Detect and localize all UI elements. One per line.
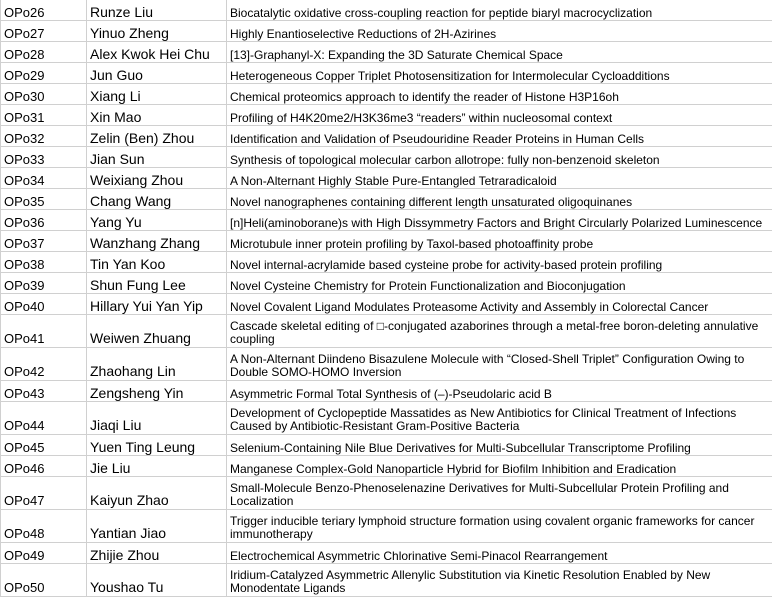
cell-presentation-id[interactable]: OPo46 <box>1 456 87 477</box>
cell-presentation-id[interactable]: OPo41 <box>1 315 87 348</box>
cell-presentation-title[interactable]: Selenium-Containing Nile Blue Derivatives for Multi-Subcellular Transcriptome Profiling <box>227 435 772 456</box>
table-row <box>1 510 772 543</box>
cell-presentation-id[interactable]: OPo28 <box>1 42 87 63</box>
table-row <box>1 564 772 597</box>
table-row <box>1 189 772 210</box>
cell-presentation-title[interactable]: Electrochemical Asymmetric Chlorinative Semi-Pinacol Rearrangement <box>227 543 772 564</box>
cell-presentation-id[interactable]: OPo34 <box>1 168 87 189</box>
table-row <box>1 543 772 564</box>
cell-presenter-name[interactable]: Shun Fung Lee <box>87 273 227 294</box>
table-row <box>1 210 772 231</box>
table-row <box>1 168 772 189</box>
cell-presentation-id[interactable]: OPo40 <box>1 294 87 315</box>
cell-presenter-name[interactable]: Zengsheng Yin <box>87 381 227 402</box>
cell-presentation-title[interactable]: Synthesis of topological molecular carbon allotrope: fully non-benzenoid skeleton <box>227 147 772 168</box>
cell-presenter-name[interactable]: Tin Yan Koo <box>87 252 227 273</box>
cell-presenter-name[interactable]: Xin Mao <box>87 105 227 126</box>
cell-presenter-name[interactable]: Chang Wang <box>87 189 227 210</box>
cell-presenter-name[interactable]: Yinuo Zheng <box>87 21 227 42</box>
cell-presentation-id[interactable]: OPo32 <box>1 126 87 147</box>
table-row <box>1 21 772 42</box>
table-row <box>1 0 772 21</box>
cell-presenter-name[interactable]: Kaiyun Zhao <box>87 477 227 510</box>
cell-presentation-id[interactable]: OPo44 <box>1 402 87 435</box>
cell-presentation-id[interactable]: OPo35 <box>1 189 87 210</box>
cell-presenter-name[interactable]: Youshao Tu <box>87 564 227 597</box>
table-row <box>1 63 772 84</box>
cell-presentation-title[interactable]: [13]-Graphanyl-X: Expanding the 3D Saturate Chemical Space <box>227 42 772 63</box>
cell-presenter-name[interactable]: Jun Guo <box>87 63 227 84</box>
table-row <box>1 381 772 402</box>
cell-presentation-title[interactable]: Microtubule inner protein profiling by Taxol-based photoaffinity probe <box>227 231 772 252</box>
cell-presenter-name[interactable]: Yang Yu <box>87 210 227 231</box>
cell-presentation-title[interactable]: Manganese Complex-Gold Nanoparticle Hybrid for Biofilm Inhibition and Eradication <box>227 456 772 477</box>
cell-presentation-title[interactable]: Asymmetric Formal Total Synthesis of (–)-Pseudolaric acid B <box>227 381 772 402</box>
cell-presenter-name[interactable]: Jiaqi Liu <box>87 402 227 435</box>
cell-presentation-title[interactable]: Novel Cysteine Chemistry for Protein Functionalization and Bioconjugation <box>227 273 772 294</box>
cell-presentation-title[interactable]: Small-Molecule Benzo-Phenoselenazine Derivatives for Multi-Subcellular Protein Profiling and Localization <box>227 477 772 510</box>
table-row <box>1 456 772 477</box>
table-row <box>1 231 772 252</box>
cell-presenter-name[interactable]: Wanzhang Zhang <box>87 231 227 252</box>
table-row <box>1 315 772 348</box>
cell-presentation-id[interactable]: OPo42 <box>1 348 87 381</box>
cell-presentation-id[interactable]: OPo29 <box>1 63 87 84</box>
cell-presentation-title[interactable]: Chemical proteomics approach to identify the reader of Histone H3P16oh <box>227 84 772 105</box>
cell-presenter-name[interactable]: Zhijie Zhou <box>87 543 227 564</box>
cell-presentation-title[interactable]: Novel internal-acrylamide based cysteine probe for activity-based protein profiling <box>227 252 772 273</box>
cell-presentation-id[interactable]: OPo39 <box>1 273 87 294</box>
cell-presenter-name[interactable]: Yantian Jiao <box>87 510 227 543</box>
cell-presenter-name[interactable]: Xiang Li <box>87 84 227 105</box>
cell-presentation-title[interactable]: Cascade skeletal editing of □-conjugated azaborines through a metal-free boron-deleting annulative coupling <box>227 315 772 348</box>
cell-presenter-name[interactable]: Jian Sun <box>87 147 227 168</box>
cell-presentation-title[interactable]: A Non-Alternant Highly Stable Pure-Entangled Tetraradicaloid <box>227 168 772 189</box>
table-row <box>1 42 772 63</box>
cell-presentation-title[interactable]: Novel Covalent Ligand Modulates Proteasome Activity and Assembly in Colorectal Cancer <box>227 294 772 315</box>
table-row <box>1 84 772 105</box>
cell-presentation-title[interactable]: A Non-Alternant Diindeno Bisazulene Molecule with “Closed-Shell Triplet” Configuration Owing to Double SOMO-HOMO Inversion <box>227 348 772 381</box>
cell-presentation-id[interactable]: OPo38 <box>1 252 87 273</box>
cell-presentation-title[interactable]: Novel nanographenes containing different length unsaturated oligoquinanes <box>227 189 772 210</box>
cell-presentation-id[interactable]: OPo48 <box>1 510 87 543</box>
cell-presentation-id[interactable]: OPo30 <box>1 84 87 105</box>
cell-presentation-id[interactable]: OPo31 <box>1 105 87 126</box>
table-row <box>1 294 772 315</box>
cell-presentation-title[interactable]: Trigger inducible teriary lymphoid structure formation using covalent organic frameworks for cancer immunotherapy <box>227 510 772 543</box>
table-row <box>1 105 772 126</box>
table-body <box>1 0 772 597</box>
cell-presenter-name[interactable]: Yuen Ting Leung <box>87 435 227 456</box>
cell-presentation-id[interactable]: OPo33 <box>1 147 87 168</box>
cell-presenter-name[interactable]: Jie Liu <box>87 456 227 477</box>
cell-presentation-title[interactable]: Biocatalytic oxidative cross-coupling reaction for peptide biaryl macrocyclization <box>227 0 772 21</box>
table-row <box>1 126 772 147</box>
cell-presenter-name[interactable]: Weiwen Zhuang <box>87 315 227 348</box>
cell-presentation-id[interactable]: OPo36 <box>1 210 87 231</box>
table-row <box>1 402 772 435</box>
cell-presentation-id[interactable]: OPo47 <box>1 477 87 510</box>
cell-presentation-id[interactable]: OPo27 <box>1 21 87 42</box>
cell-presentation-title[interactable]: Heterogeneous Copper Triplet Photosensitization for Intermolecular Cycloadditions <box>227 63 772 84</box>
cell-presentation-title[interactable]: Profiling of H4K20me2/H3K36me3 “readers” within nucleosomal context <box>227 105 772 126</box>
cell-presentation-title[interactable]: [n]Heli(aminoborane)s with High Dissymmetry Factors and Bright Circularly Polarized Luminescence <box>227 210 772 231</box>
cell-presenter-name[interactable]: Hillary Yui Yan Yip <box>87 294 227 315</box>
table-row <box>1 147 772 168</box>
cell-presenter-name[interactable]: Runze Liu <box>87 0 227 21</box>
cell-presentation-id[interactable]: OPo37 <box>1 231 87 252</box>
cell-presenter-name[interactable]: Alex Kwok Hei Chu <box>87 42 227 63</box>
cell-presentation-id[interactable]: OPo50 <box>1 564 87 597</box>
table-row <box>1 477 772 510</box>
cell-presentation-id[interactable]: OPo45 <box>1 435 87 456</box>
cell-presentation-id[interactable]: OPo43 <box>1 381 87 402</box>
table-row <box>1 273 772 294</box>
cell-presenter-name[interactable]: Zelin (Ben) Zhou <box>87 126 227 147</box>
cell-presenter-name[interactable]: Weixiang Zhou <box>87 168 227 189</box>
table-row <box>1 348 772 381</box>
cell-presentation-id[interactable]: OPo49 <box>1 543 87 564</box>
cell-presentation-title[interactable]: Highly Enantioselective Reductions of 2H-Azirines <box>227 21 772 42</box>
cell-presentation-id[interactable]: OPo26 <box>1 0 87 21</box>
cell-presenter-name[interactable]: Zhaohang Lin <box>87 348 227 381</box>
table-row <box>1 252 772 273</box>
cell-presentation-title[interactable]: Iridium-Catalyzed Asymmetric Allenylic Substitution via Kinetic Resolution Enabled by New Monodentate Ligands <box>227 564 772 597</box>
table-row <box>1 435 772 456</box>
cell-presentation-title[interactable]: Identification and Validation of Pseudouridine Reader Proteins in Human Cells <box>227 126 772 147</box>
cell-presentation-title[interactable]: Development of Cyclopeptide Massatides as New Antibiotics for Clinical Treatment of Infections Caused by Antibiotic-Resistant Gram-Positive Bacteria <box>227 402 772 435</box>
